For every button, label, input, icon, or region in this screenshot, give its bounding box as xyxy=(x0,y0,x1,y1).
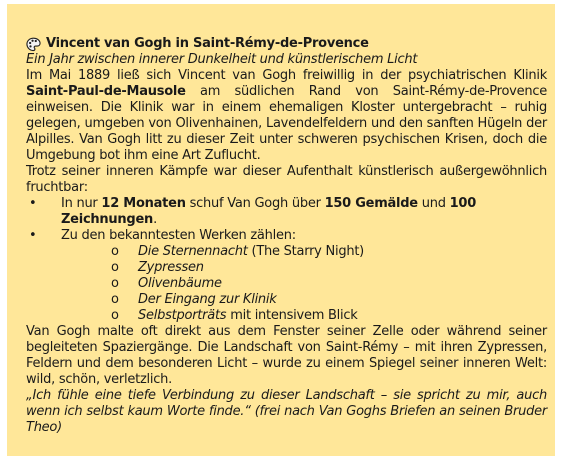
info-card xyxy=(7,4,555,456)
clinic-name: Saint-Paul-de-Mausole xyxy=(26,84,186,99)
works-list xyxy=(61,244,547,324)
list-item: • Zu den bekanntesten Werken zählen: o Die Sternennacht (The Starry Night) o Zypressen o Olivenbäume o Der Eingang zur Klinik o Selbstporträts mit intensivem Blick xyxy=(26,228,547,324)
work-item: o Zypressen xyxy=(111,260,204,275)
content xyxy=(26,36,547,436)
paragraph-fruitful: Trotz seiner inneren Kämpfe war dieser Aufenthalt künstlerisch außergewöhnlich fruchtbar: xyxy=(26,164,547,195)
work-item: o Die Sternennacht (The Starry Night) xyxy=(111,244,364,259)
bullet-list xyxy=(26,196,547,324)
paragraph-intro: Im Mai 1889 ließ sich Vincent van Gogh freiwillig in der psychiatrischen Klinik Saint-Paul-de-Mausole am südlichen Rand von Saint-Rémy-de-Provence einweisen. Die Klinik war in einem ehemaligen Kloster untergebracht – ruhig gelegen, umgeben von Olivenhainen, Lavendelfeldern und den sanften Hügeln der Alpilles. Van Gogh litt zu dieser Zeit unter schweren psychischen Krisen, doch die Umgebung bot ihm eine Art Zuflucht. xyxy=(26,68,547,163)
work-item: o Selbstporträts mit intensivem Blick xyxy=(111,308,358,323)
work-item: o Olivenbäume xyxy=(111,276,222,291)
work-item: o Der Eingang zur Klinik xyxy=(111,292,277,307)
artist-palette-icon xyxy=(26,37,41,52)
heading xyxy=(26,36,547,52)
subtitle: Ein Jahr zwischen innerer Dunkelheit und künstlerischem Licht xyxy=(26,52,418,67)
paragraph-landscape: Van Gogh malte oft direkt aus dem Fenster seiner Zelle oder während seiner begleiteten Spaziergänge. Die Landschaft von Saint-Rémy – mit ihren Zypressen, Feldern und dem besonderen Licht – wurde zu einem Spiegel seiner inneren Welt: wild, schön, verletzlich. xyxy=(26,324,547,387)
page-title: Vincent van Gogh in Saint-Rémy-de-Provence xyxy=(46,36,369,51)
quote: „Ich fühle eine tiefe Verbindung zu dieser Landschaft – sie spricht zu mir, auch wenn ich selbst kaum Worte finde.“ (frei nach Van Goghs Briefen an seinen Bruder Theo) xyxy=(26,388,547,435)
list-item: • In nur 12 Monaten schuf Van Gogh über 150 Gemälde und 100 Zeichnungen. xyxy=(26,196,547,228)
